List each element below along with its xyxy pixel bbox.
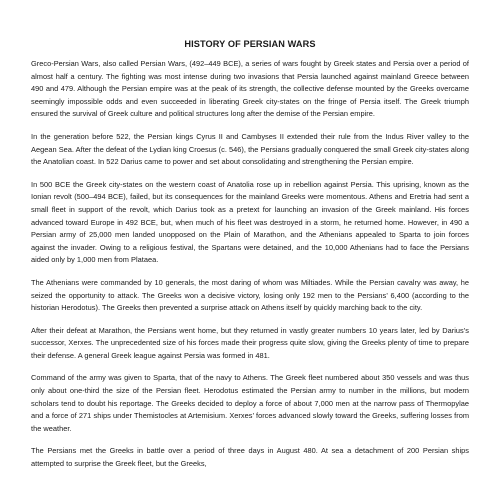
- paragraph-6: Command of the army was given to Sparta, that of the navy to Athens. The Greek fleet numbered about 350 vessels and was thus only about one-third the size of the Persian fleet. Herodotus estimated the Persian army to number in the millions, but modern scholars tend to doubt his reportage. The Greeks decided to deploy a force of about 7,000 men at the narrow pass of Thermopylae and a force of 271 ships under Themistocles at Artemisium. Xerxes’ forces advanced slowly toward the Greeks, suffering losses from the weather.: [31, 373, 469, 433]
- document-title: HISTORY OF PERSIAN WARS: [184, 39, 316, 49]
- paragraph-2: In the generation before 522, the Persian kings Cyrus II and Cambyses II extended their rule from the Indus River valley to the Aegean Sea. After the defeat of the Lydian king Croesus (c. 546), the Persians gradually conquered the small Greek city-states along the Anatolian coast. In 522 Darius came to power and set about consolidating and strengthening the Persian empire.: [31, 131, 469, 167]
- paragraph-1: Greco-Persian Wars, also called Persian Wars, (492–449 BCE), a series of wars fought by Greek states and Persia over a period of almost half a century. The fighting was most intense during two invasions that Persia launched against mainland Greece between 490 and 479. Although the Persian empire was at the peak of its strength, the collective defense mounted by the Greeks overcame seemingly impossible odds and even succeeded in liberating Greek city-states on the fringe of Persia itself. The Greek triumph ensured the survival of Greek culture and political structures long after the demise of the Persian empire.: [31, 59, 469, 119]
- paragraph-5: After their defeat at Marathon, the Persians went home, but they returned in vastly greater numbers 10 years later, led by Darius’s successor, Xerxes. The unprecedented size of his forces made their progress quite slow, giving the Greeks plenty of time to prepare their defense. A general Greek league against Persia was formed in 481.: [31, 325, 469, 360]
- paragraph-4: The Athenians were commanded by 10 generals, the most daring of whom was Miltiades. While the Persian cavalry was away, he seized the opportunity to attack. The Greeks won a decisive victory, losing only 192 men to the Persians’ 6,400 (according to the historian Herodotus). The Greeks then prevented a surprise attack on Athens itself by quickly marching back to the city.: [31, 277, 469, 313]
- paragraph-3: In 500 BCE the Greek city-states on the western coast of Anatolia rose up in rebellion against Persia. This uprising, known as the Ionian revolt (500–494 BCE), failed, but its consequences for the mainland Greeks were momentous. Athens and Eretria had sent a small fleet in support of the revolt, which Darius took as a pretext for launching an invasion of the Greek mainland. His forces advanced toward Europe in 492 BCE, but, when much of his fleet was destroyed in a storm, he returned home. However, in 490 a Persian army of 25,000 men landed unopposed on the Plain of Marathon, and the Athenians appealed to Sparta to join forces against the invader. Owing to a religious festival, the Spartans were detained, and the 10,000 Athenians had to face the Persians aided only by 1,000 men from Plataea.: [31, 179, 469, 265]
- paragraph-7: The Persians met the Greeks in battle over a period of three days in August 480. At sea a detachment of 200 Persian ships attempted to surprise the Greek fleet, but the Greeks,: [31, 446, 469, 469]
- document-page: [31, 38, 469, 481]
